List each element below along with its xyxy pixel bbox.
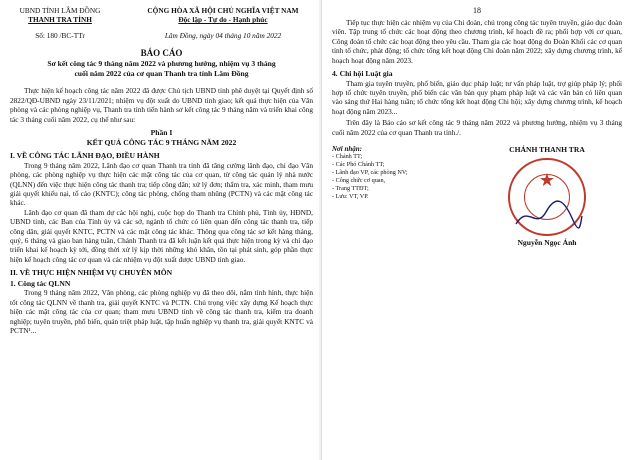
section-1-paragraph-2: Lãnh đạo cơ quan đã tham dự các hội nghị, cuộc họp do Thanh tra Chính phủ, Tỉnh ủy, HĐND, UBND tỉnh, các Ban của Tỉnh ủy và các sở, ngành tổ chức có liên quan đến công tác thanh tra, tiếp công dân, giải quyết KNTC, PCTN và các mặt công tác khác. Thông qua công tác sơ kết hàng tháng, quý, 6 tháng và giao ban hàng tuần, Chánh Thanh tra đã kết luận kết quả thực hiện trong kỳ và chỉ đạo triển khai kế hoạch kỳ tới, đồng thời xử lý kịp thời những khó khăn, tồn tại phát sinh, góp phần thực hiện kế hoạch công tác cơ quan và các nhiệm vụ đột xuất được UBND tỉnh giao.	[10, 207, 313, 264]
agency-block	[10, 6, 110, 40]
recipient-item: - Công chức cơ quan,	[332, 177, 386, 185]
agency-line2: THANH TRA TỈNH	[28, 15, 92, 25]
signer-name: Nguyễn Ngọc Ánh	[517, 238, 577, 248]
signer-title: CHÁNH THANH TRA	[509, 145, 585, 155]
nation-block	[133, 6, 313, 40]
recipient-item: - Lãnh đạo VP, các phòng NV;	[332, 169, 408, 177]
report-subtitle: Sơ kết công tác 9 tháng năm 2022 và phương hướng, nhiệm vụ 3 tháng cuối năm 2022 của cơ quan Thanh tra tỉnh Lâm Đồng	[47, 59, 276, 78]
section-1-paragraph-1: Trong 9 tháng năm 2022, Lãnh đạo cơ quan Thanh tra tỉnh đã tăng cường lãnh đạo, chỉ đạo Văn phòng, các phòng nghiệp vụ thực hiện các mặt công tác của cơ quan, từ công tác quản lý nhà nước (QLNN) đến việc thực hiện công tác thanh tra; tiếp công dân; xử lý đơn; thẩm tra, xác minh, tham mưu giải quyết khiếu nại, tố cáo (KNTC); công tác phòng, chống tham nhũng (PCTN) và các mặt công tác khác.	[10, 160, 313, 208]
subsection-1-heading: 1. Công tác QLNN	[10, 278, 71, 288]
report-title: BÁO CÁO	[140, 48, 183, 59]
recipient-item: - Chánh TT;	[332, 153, 363, 161]
agency-line1: UBND TỈNH LÂM ĐỒNG	[19, 6, 101, 15]
recipients-label: Nơi nhận:	[332, 145, 363, 154]
youth-union-paragraph: Tiếp tục thực hiện các nhiệm vụ của Chi đoàn, chú trọng công tác tuyên truyền, giáo dục đoàn viên. Tập trung tổ chức các hoạt động theo chương trình, kế hoạch đề ra; phối hợp với cơ quan, Công đoàn tổ chức các hoạt động theo yêu cầu. Tham gia các hoạt động do Đoàn Khối các cơ quan tỉnh tổ chức, phát động; tổ chức tổng kết hoạt động Chi đoàn năm 2022; xây dựng chương trình, kế hoạch hoạt động năm 2023.	[332, 18, 622, 65]
lawyers-paragraph: Tham gia tuyên truyền, phổ biến, giáo dục pháp luật; tư vấn pháp luật, trợ giúp pháp lý; phối hợp tổ chức tuyên truyền, phổ biến các văn bản quy phạm pháp luật và các văn bản có liên quan vào sáng thứ Hai hàng tuần; tổ chức tổng kết hoạt động Chi hội; xây dựng chương trình, kế hoạch hoạt động năm 2023...	[332, 78, 622, 116]
handwritten-signature-icon	[510, 196, 584, 236]
part-title: KẾT QUẢ CÔNG TÁC 9 THÁNG NĂM 2022	[86, 137, 237, 147]
recipient-item: - Trang TTĐT;	[332, 185, 369, 193]
document-header	[10, 6, 313, 40]
recipient-item: - Các Phó Chánh TT;	[332, 161, 385, 169]
document-date: Lâm Đồng, ngày 04 tháng 10 năm 2022	[164, 30, 282, 40]
nation-line2: Độc lập - Tự do - Hạnh phúc	[178, 15, 268, 25]
signature-row	[332, 145, 622, 247]
part-label: Phần I	[150, 128, 173, 138]
seal-star-icon: ★	[538, 170, 556, 191]
intro-paragraph: Thực hiện kế hoạch công tác năm 2022 đã được Chủ tịch UBND tỉnh phê duyệt tại Quyết định số 2822/QĐ-UBND ngày 23/11/2021; nhiệm vụ đột xuất do UBND tỉnh giao; kết quả thực hiện của Văn phòng và các phòng nghiệp vụ, Thanh tra tỉnh tiến hành sơ kết công tác 9 tháng năm và triển khai công tác 3 tháng cuối năm 2022, cụ thể như sau:	[10, 86, 313, 124]
official-seal-icon	[508, 158, 586, 236]
document-number: Số: 180 /BC-TTr	[35, 30, 85, 40]
page-number: 18	[473, 6, 481, 15]
subsection-1-paragraph: Trong 9 tháng năm 2022, Văn phòng, các phòng nghiệp vụ đã theo dõi, nắm tình hình, thực hiện tốt công tác QLNN về thanh tra, giải quyết KNTC và PCTN. Chủ trọng việc xây dựng Kế hoạch thực hiện các mặt công tác của cơ quan; tham mưu UBND tỉnh về công tác thanh tra, kiểm tra doanh nghiệp; tuyên truyền, phổ biến, quán triệt pháp luật, tập huấn nghiệp vụ thanh tra, giải quyết KNTC và PCTN¹...	[10, 288, 313, 336]
subsection-4-heading: 4. Chi hội Luật gia	[332, 69, 393, 79]
recipients-block	[332, 145, 462, 247]
closing-paragraph: Trên đây là Báo cáo sơ kết công tác 9 tháng năm 2022 và phương hướng, nhiệm vụ 3 tháng cuối năm 2022 của cơ quan Thanh tra tỉnh./.	[332, 118, 622, 137]
section-2-heading: II. VỀ THỰC HIỆN NHIỆM VỤ CHUYÊN MÔN	[10, 268, 173, 278]
signature-block	[472, 145, 622, 247]
nation-line1: CỘNG HÒA XÃ HỘI CHỦ NGHĨA VIỆT NAM	[147, 6, 299, 15]
recipient-item: - Lưu: VT, VP.	[332, 193, 369, 201]
section-1-heading: I. VỀ CÔNG TÁC LÃNH ĐẠO, ĐIỀU HÀNH	[10, 151, 160, 161]
right-page	[321, 0, 630, 460]
